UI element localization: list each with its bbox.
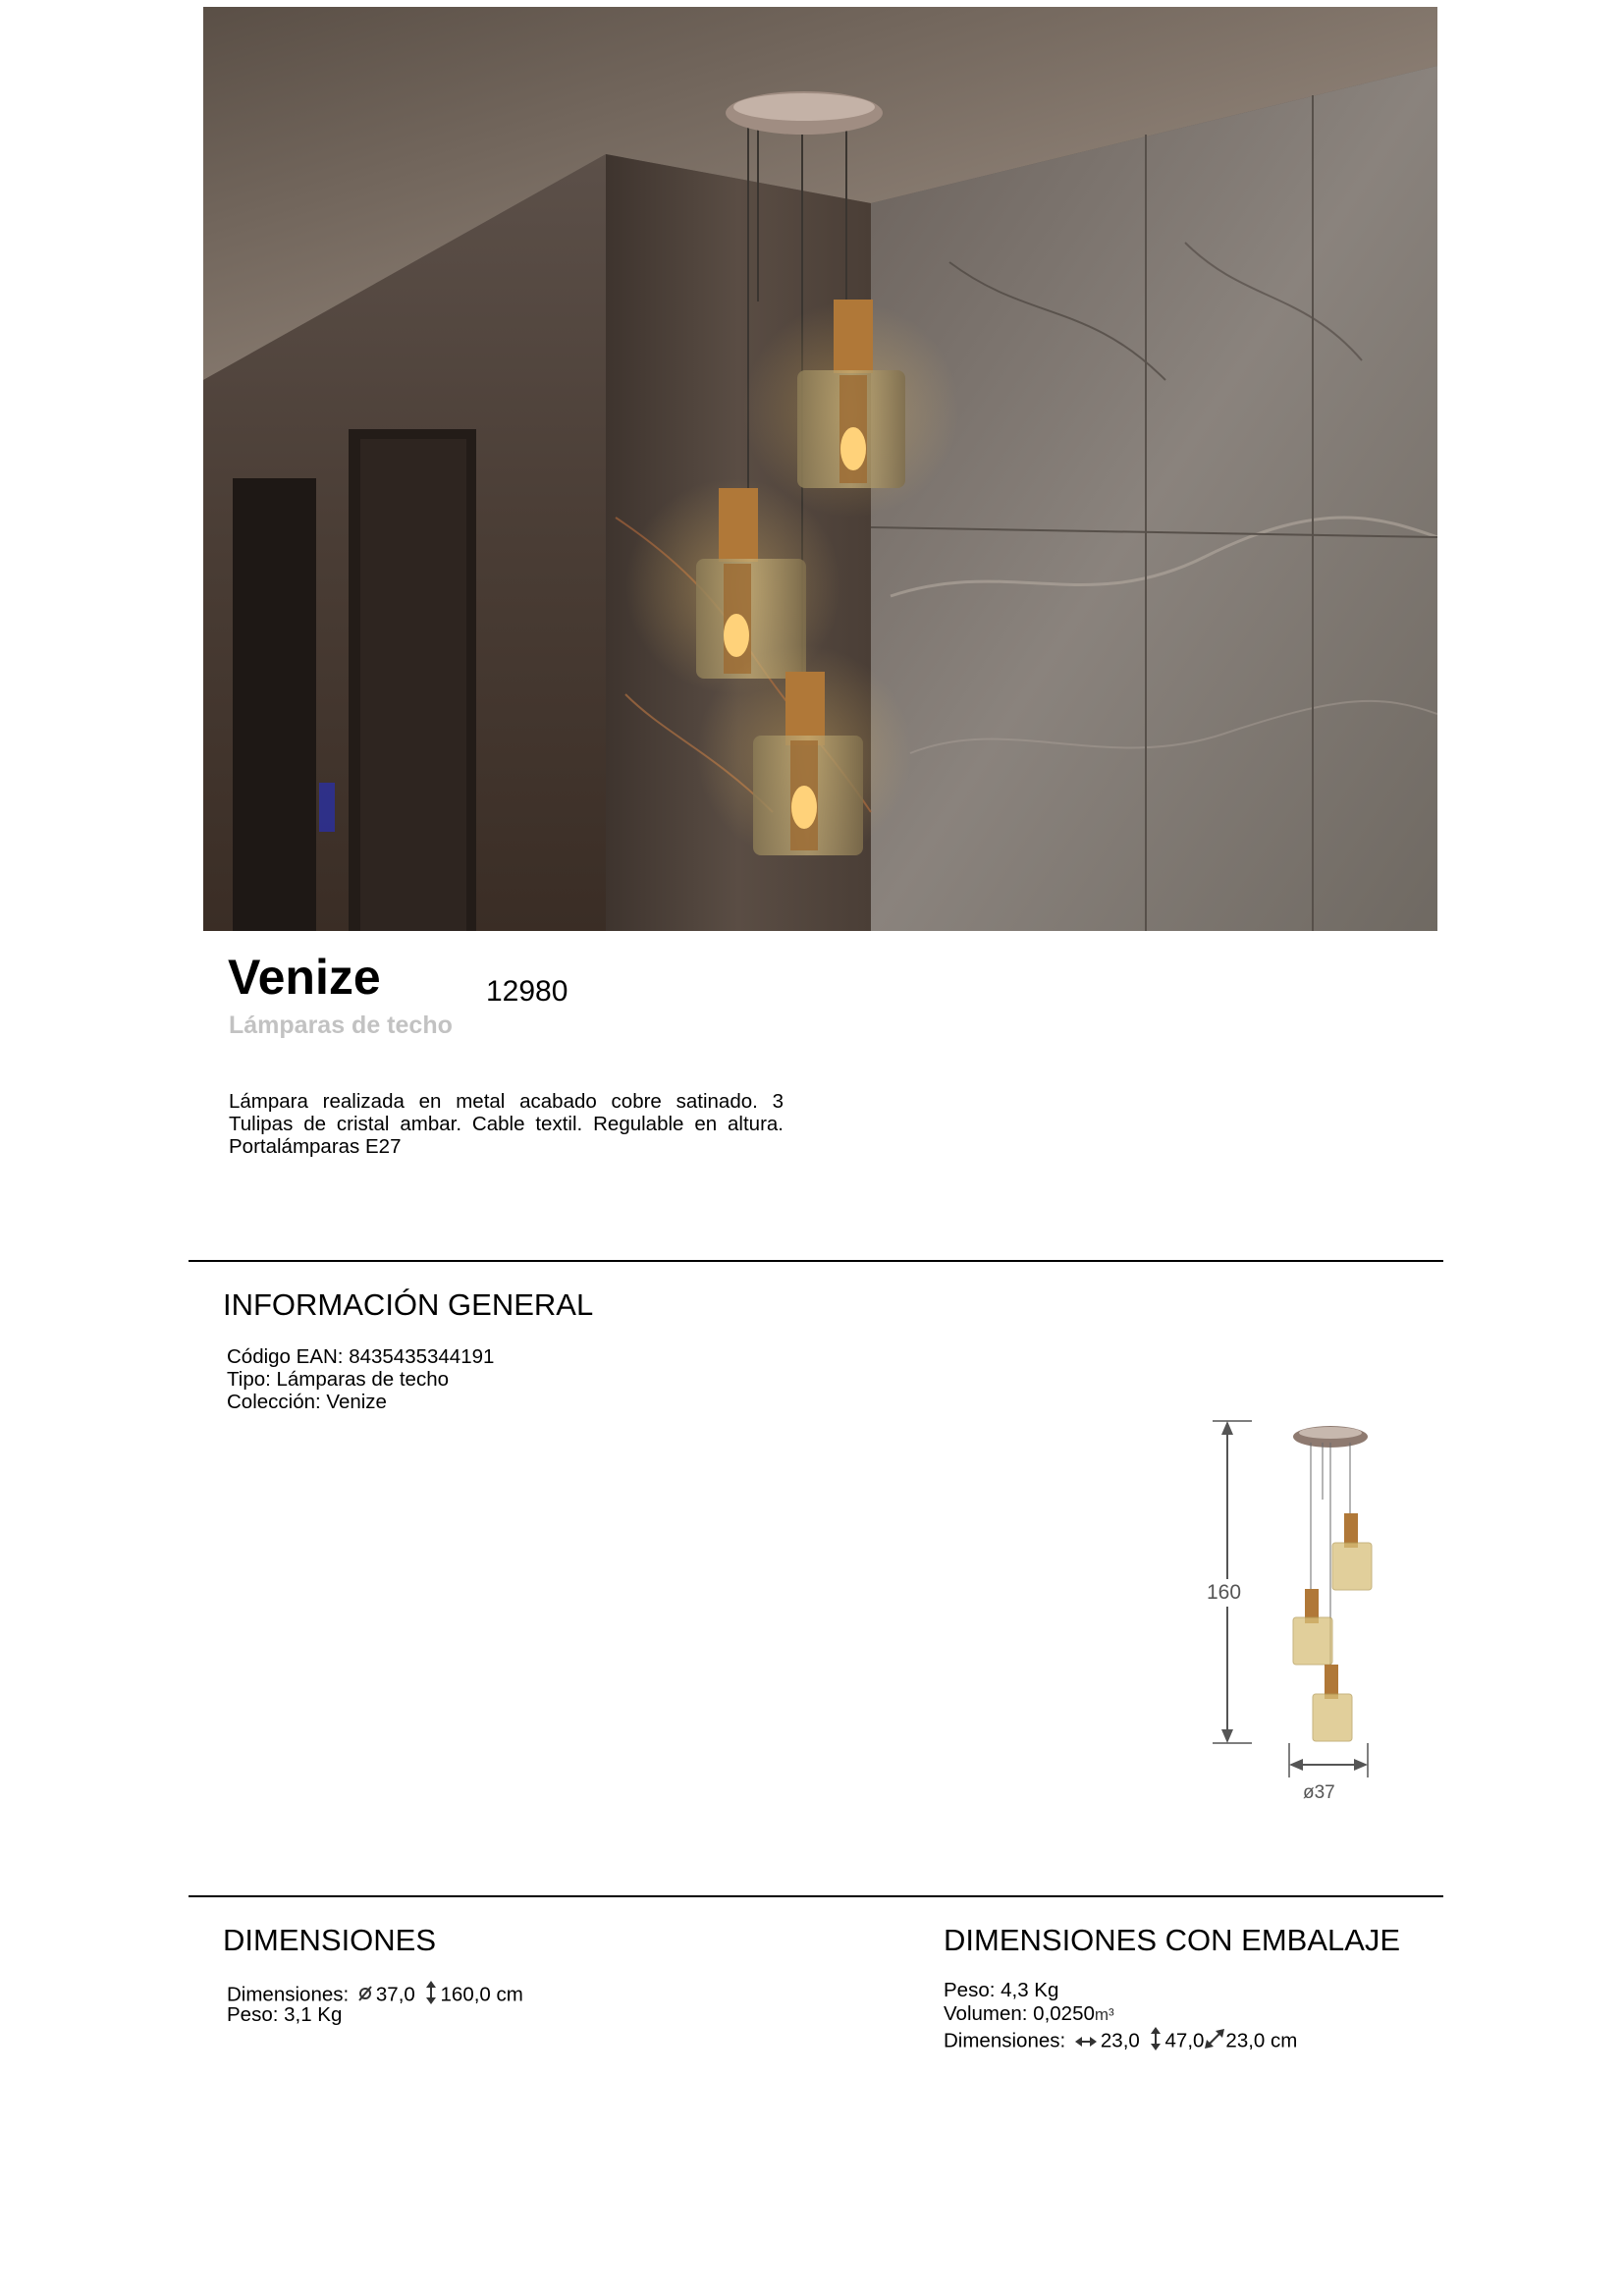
dimension-diagram [1193, 1409, 1389, 1812]
packaging-title: DIMENSIONES CON EMBALAJE [944, 1923, 1401, 1957]
height-value: 160,0 cm [440, 1983, 523, 2006]
diameter-icon [358, 1984, 372, 2007]
packaging-depth: 23,0 cm [1225, 2029, 1298, 2052]
diameter-value: 37,0 [375, 1983, 415, 2006]
product-name: Venize [228, 950, 381, 1005]
width-arrow-icon [1075, 2030, 1097, 2053]
ean-code: Código EAN: 8435435344191 [227, 1345, 495, 1368]
packaging-width: 23,0 [1100, 2029, 1140, 2052]
product-code: 12980 [486, 975, 568, 1008]
diameter-label: ø37 [1303, 1782, 1335, 1803]
packaging-dimensions-row [944, 2027, 1297, 2056]
section-divider [189, 1260, 1443, 1262]
dimensions-label: Dimensiones: [227, 1983, 350, 2006]
product-description: Lámpara realizada en metal acabado cobre satinado. 3 Tulipas de cristal ambar. Cable textil. Regulable en altura. Portalámparas E27 [229, 1090, 784, 1158]
packaging-volume-row [944, 2002, 1114, 2027]
dimensions-title: DIMENSIONES [223, 1923, 437, 1957]
packaging-dimensions-label: Dimensiones: [944, 2029, 1066, 2052]
product-category: Lámparas de techo [229, 1011, 453, 1039]
height-arrow-icon [1150, 2027, 1162, 2056]
packaging-weight: Peso: 4,3 Kg [944, 1979, 1059, 2001]
volume-unit: m³ [1094, 2005, 1114, 2024]
packaging-volume: Volumen: 0,0250 [944, 2002, 1095, 2025]
height-arrow-icon [425, 1981, 437, 2010]
packaging-height: 47,0 [1164, 2029, 1205, 2052]
product-collection: Colección: Venize [227, 1391, 387, 1413]
weight: Peso: 3,1 Kg [227, 2003, 343, 2026]
product-photo [203, 7, 1437, 931]
section-divider [189, 1895, 1443, 1897]
general-info-title: INFORMACIÓN GENERAL [223, 1287, 594, 1322]
height-label: 160 [1207, 1579, 1241, 1607]
product-type: Tipo: Lámparas de techo [227, 1368, 450, 1391]
depth-arrow-icon [1205, 2029, 1224, 2054]
